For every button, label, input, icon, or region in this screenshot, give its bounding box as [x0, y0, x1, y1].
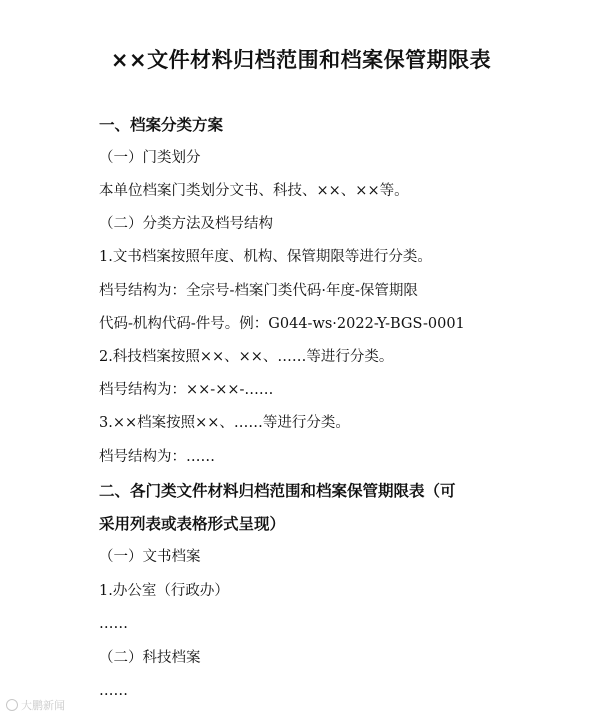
subsection-heading: （二）科技档案	[99, 650, 201, 666]
paragraph-line: 1.文书档案按照年度、机构、保管期限等进行分类。	[99, 249, 432, 265]
subsection-heading: （二）分类方法及档号结构	[99, 216, 273, 232]
paragraph-line: 2.科技档案按照××、××、……等进行分类。	[99, 349, 394, 365]
watermark-text: 大鹏新闻	[21, 699, 65, 712]
paragraph-line: 档号结构为：××-××-……	[99, 382, 274, 398]
section-heading-1: 一、档案分类方案	[99, 116, 224, 134]
subsection-heading: （一）门类划分	[99, 150, 201, 166]
paragraph-line: ……	[99, 616, 128, 632]
section-heading-2-continued: 采用列表或表格形式呈现）	[99, 515, 286, 533]
paragraph-line: 1.办公室（行政办）	[99, 583, 229, 599]
section-heading-2: 二、各门类文件材料归档范围和档案保管期限表（可	[99, 482, 456, 500]
watermark	[6, 697, 65, 713]
paragraph-line: 档号结构为：……	[99, 449, 215, 465]
watermark-logo-icon	[6, 699, 18, 711]
paragraph-line: 3.××档案按照××、……等进行分类。	[99, 415, 350, 431]
subsection-heading: （一）文书档案	[99, 549, 201, 565]
paragraph-line: ……	[99, 683, 128, 699]
paragraph-line: 档号结构为：全宗号-档案门类代码·年度-保管期限	[99, 283, 418, 299]
document-title: ××文件材料归档范围和档案保管期限表	[110, 48, 492, 72]
paragraph-line: 代码-机构代码-件号。例：G044-ws·2022-Y-BGS-0001	[99, 316, 465, 332]
paragraph-line: 本单位档案门类划分文书、科技、××、××等。	[99, 183, 409, 199]
